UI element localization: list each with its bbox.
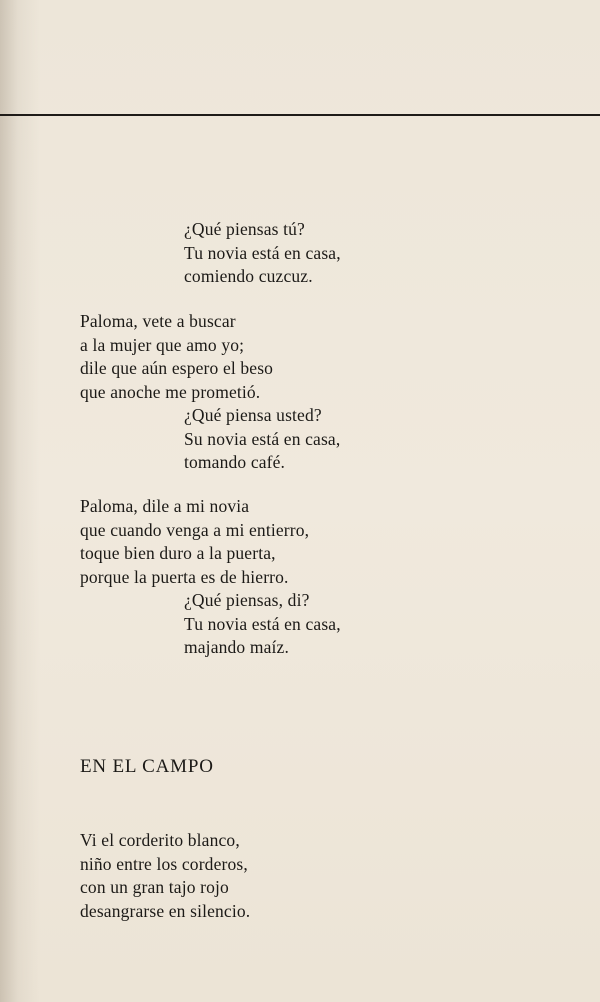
poem-line: niño entre los corderos, [80, 853, 248, 874]
section-title: EN EL CAMPO [80, 756, 214, 777]
poem-line: majando maíz. [184, 637, 289, 657]
poem-line: ¿Qué piensas tú? [184, 219, 305, 239]
poem-line: comiendo cuzcuz. [184, 266, 313, 286]
poem-line: con un gran tajo rojo [80, 877, 229, 897]
poem-line: Su novia está en casa, [184, 428, 341, 449]
poem-line: ¿Qué piensa usted? [184, 405, 322, 425]
header-rule [0, 114, 600, 116]
poem-line: Tu novia está en casa, [184, 613, 341, 634]
stanza-3 [80, 495, 341, 660]
poem-line: que cuando venga a mi entierro, [80, 519, 310, 540]
poem-line: Paloma, vete a buscar [80, 311, 236, 331]
poem-line: ¿Qué piensas, di? [184, 590, 310, 610]
poem-line: desangrarse en silencio. [80, 900, 251, 921]
poem-line: tomando café. [184, 452, 286, 472]
poem-line: que anoche me prometió. [80, 381, 261, 402]
stanza-1 [80, 218, 341, 289]
poem-line: Paloma, dile a mi novia [80, 496, 250, 516]
poem-line: toque bien duro a la puerta, [80, 543, 276, 563]
poem-line: a la mujer que amo yo; [80, 334, 245, 355]
poem-line: Vi el corderito blanco, [80, 830, 240, 850]
stanza-2 [80, 310, 340, 475]
poem-line: porque la puerta es de hierro. [80, 566, 289, 587]
poem-line: dile que aún espero el beso [80, 358, 274, 378]
poem-line: Tu novia está en casa, [184, 242, 341, 263]
stanza-campo [80, 829, 250, 923]
